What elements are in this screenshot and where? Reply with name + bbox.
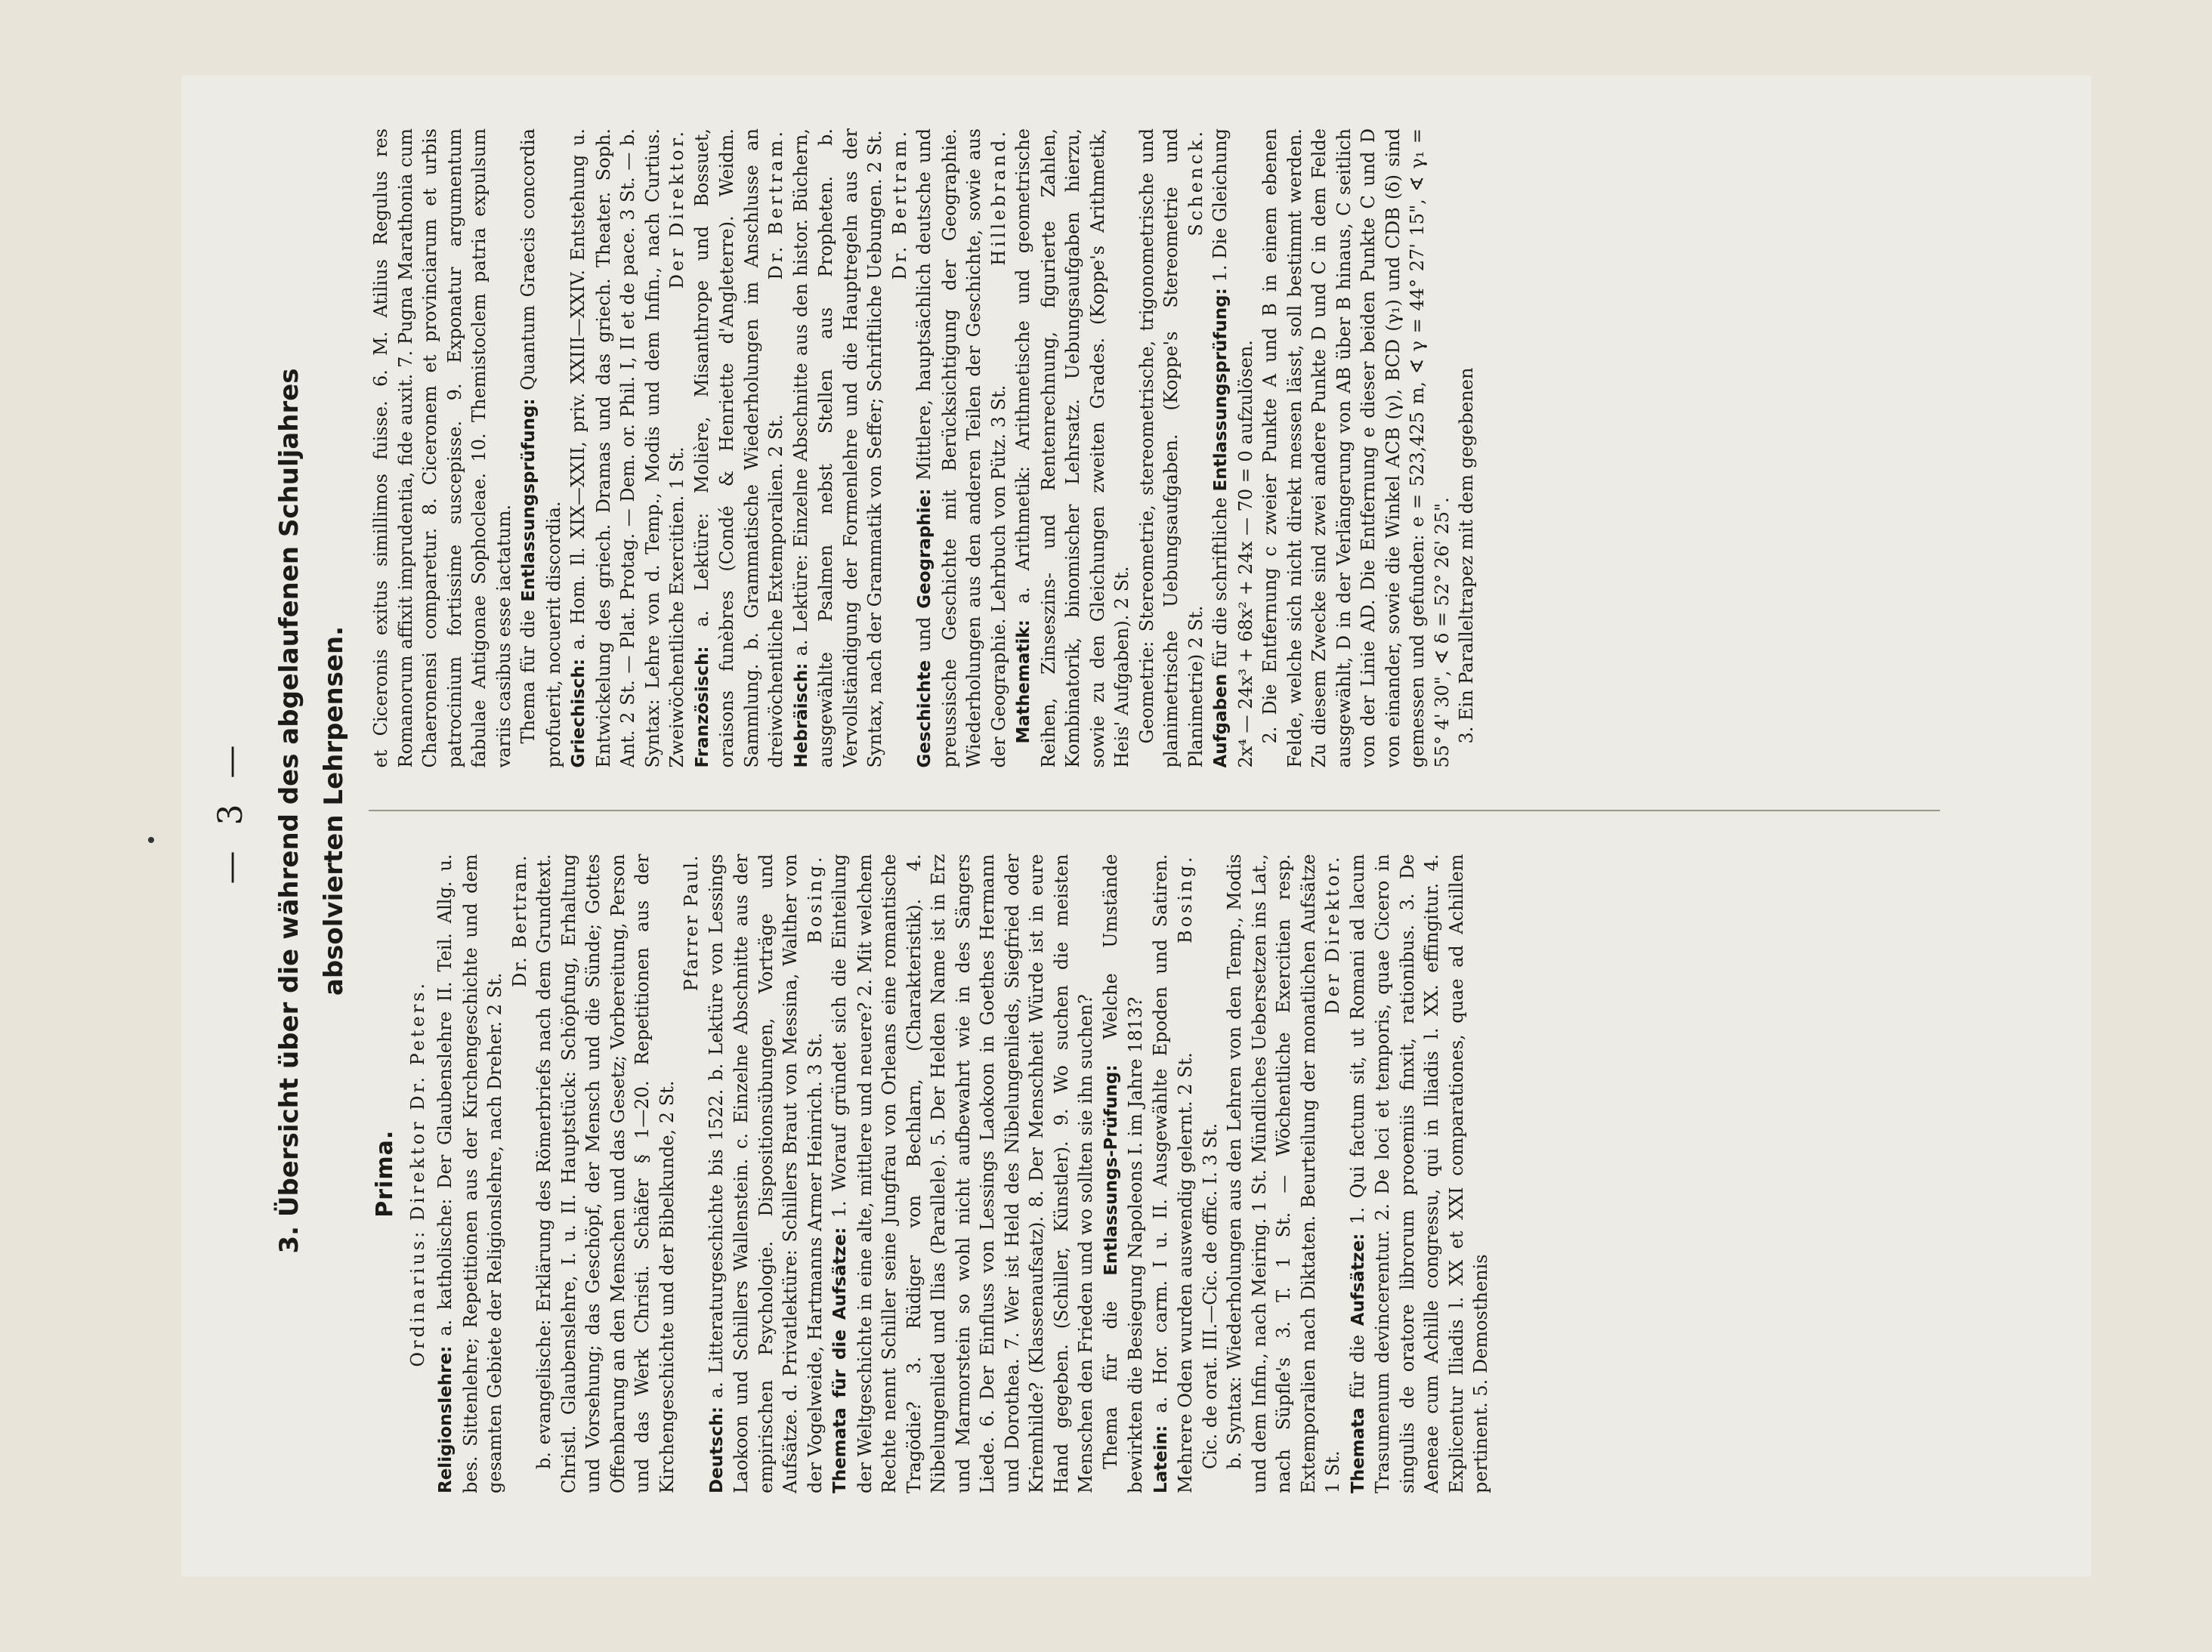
class-title: Prima.	[372, 1129, 398, 1218]
paragraph-text: a. Lektüre: Molière, Misanthrope und Bossuet, oraisons funèbres (Condé & Henriette d'Angleterre). Weidm. Sammlung. b. Grammatische Wiederholungen im Anschlusse an dreiwöchentliche Extemporalien. 2 St.	[690, 128, 786, 768]
teacher-name: Schenck.	[1185, 128, 1206, 236]
subject-keyword: Latein:	[1151, 1425, 1171, 1493]
paragraph-text: 1. Worauf gründet sich die Einteilung der Weltgeschichte in eine alte, mittlere und neuere? 2. Mit welchem Rechte nennt Schiller seine Jungfrau von Orleans eine romantische Tragödie? 3. Rüdiger von Bechlarn, (Charakteristik). 4. Nibelungenlied und Ilias (Parallele). 5. Der Helden Name ist in Erz und Marmorstein so wohl nicht aufbewahrt wie in des Sängers Liede. 6. Der Einfluss von Lessings Laokoon in Goethes Hermann und Dorothea. 7. Wer ist Held des Nibelungenlieds, Siegfried oder Kriemhilde? (Klassenaufsatz). 8. Der Menschheit Würde ist in eure Hand gegeben. (Schiller, Künstler). 9. Wo suchen die meisten Menschen den Frieden und wo sollten sie ihn suchen?	[829, 854, 1096, 1493]
subject-keyword: Themata	[1348, 1407, 1368, 1493]
ordinarius-line	[406, 854, 431, 1494]
paragraph-text: a. Hom. Il. XIX—XXII, priv. XXIII—XXIV. Entstehung u. Entwickelung des griech. Dramas und das griech. Theater. Soph. Ant. 2 St. — Plat. Protag. — Dem. or. Phil. I, II et de pace. 3 St. — b. Syntax: Lehre von d. Temp., Modis und dem Infin., nach Curtius. Zweiwöchentliche Exercitien. 1 St.	[567, 128, 687, 768]
paragraph-text: 2. Die Entfernung c zweier Punkte A und B in einem ebenen Felde, welche sich nicht direkt messen lässt, soll bestimmt werden. Zu diesem Zwecke sind zwei andere Punkte D und C in dem Felde ausgewählt, D in der Verlängerung von AB über B hinaus, C seitlich von der Linie AD. Die Entfernung e dieser beiden Punkte C und D von einander, sowie die Winkel ACB (γ), BCD (γ₁) und CDB (δ) sind gemessen und gefunden: e = 523,425 m, ∢ γ = 44° 27' 15", ∢ γ₁ = 55° 4' 30", ∢ δ = 52° 26' 25".	[1259, 128, 1453, 768]
paragraph	[1258, 128, 1454, 768]
scan-speck	[148, 837, 154, 843]
paragraph-text: Thema für die	[1099, 1275, 1121, 1469]
subject-keyword: Aufsätze:	[1348, 1233, 1368, 1326]
subject-keyword: Französisch:	[692, 646, 712, 768]
subject-keyword: Mathematik:	[1014, 619, 1033, 744]
subject-keyword: Aufgaben	[1211, 673, 1231, 768]
paragraph-text: Mittlere, hauptsächlich deutsche und preussische Geschichte mit Berücksichtigung der Geographie. Wiederholungen aus den anderen Teilen der Geschichte, sowie aus der Geographie. Lehrbuch von Pütz. 3 St.	[913, 128, 1009, 768]
paragraph-text: Quantum Graecis concordia profuerit, nocuerit discordia.	[517, 128, 564, 768]
paragraph	[1222, 854, 1345, 1494]
paragraph-text: b. evangelische: Erklärung des Römerbriefs nach dem Grundtext. Christl. Glaubenslehre, I. u. II. Hauptstück: Schöpfung, Erhaltung und Vorsehung; das Geschöpf, der Mensch und die Sünde; Gottes Offenbarung an den Menschen und das Gesetz; Vorbereitung, Person und das Werk Christi. Schäfer § 1—20. Repetitionen aus der Kirchengeschichte und der Bibelkunde, 2 St.	[533, 854, 678, 1493]
ordinarius-label: Ordinarius:	[406, 1228, 428, 1367]
paragraph	[912, 128, 1011, 768]
paragraph	[566, 128, 690, 768]
paragraph	[1454, 128, 1479, 768]
text-columns	[369, 128, 1940, 1493]
column-divider	[369, 811, 1940, 812]
teacher-name: Hillebrand.	[987, 128, 1009, 266]
paragraph-text: 1. Qui factum sit, ut Romani ad lacum Trasumenum devincerentur. 2. De loci et temporis, quae Cicero in singulis de oratore librorum prooemiis finxit, rationibus. 3. De Aeneae cum Achille congressu, qui in Iliadis l. XX. effingitur. 4. Explicentur Iliadis l. XX et XXI comparationes, quae ad Achillem pertinent. 5. Demosthenis	[1346, 854, 1491, 1493]
teacher-name: Der Direktor.	[1322, 854, 1343, 1014]
subject-keyword: Themata für die Aufsätze:	[830, 1227, 850, 1493]
section-title: 3. Übersicht über die während des abgelaufenen Schuljahres	[274, 368, 304, 1254]
subject-keyword: Entlassungsprüfung:	[519, 398, 539, 602]
paragraph	[1345, 854, 1494, 1494]
paragraph	[789, 128, 913, 768]
subject-keyword: Griechisch:	[569, 659, 589, 768]
paragraph-text: et Ciceronis exitus simillimos fuisse. 6. M. Atilius Regulus res Romanorum affixit imprudentia, fide auxit. 7. Pugna Marathonia cum Chaeronensi comparetur. 8. Ciceronem et provinciarum et urbis patrocinium fortissime suscepisse. 9. Exponatur argumentum fabulae Antigonae Sophocleae. 10. Themistoclem patria expulsum variis casibus esse iactatum.	[370, 128, 514, 768]
paragraph-text: und	[913, 608, 935, 660]
paragraph	[1148, 854, 1198, 1494]
section-subtitle: absolvierten Lehrpensen.	[319, 625, 349, 996]
paragraph-text: a. katholische: Der Glaubenslehre II. Teil. Allg. u. bes. Sittenlehre; Repetitionen aus der Kirchengeschichte und dem gesamten Gebiete der Religionslehre, nach Dreher. 2 St.	[434, 854, 505, 1493]
subject-keyword: Entlassungsprüfung:	[1211, 288, 1231, 492]
teacher-name: Dr. Bertram.	[508, 854, 530, 987]
paragraph-text: Welche Umstände bewirkten die Besiegung Napoleons I. im Jahre 1813?	[1099, 854, 1146, 1493]
page-number: — 3 —	[212, 737, 250, 885]
paragraph-text: für die	[1346, 1326, 1368, 1408]
paragraph	[690, 128, 789, 768]
paragraph-text: a. Litteraturgeschichte bis 1522. b. Lektüre von Lessings Laokoon und Schillers Wallenstein. c. Einzelne Abschnitte aus der empirischen Psychologie. Dispositionsübungen, Vorträge und Aufsätze. d. Privatlektüre: Schillers Braut von Messina, Walther von der Vogelweide, Hartmanns Armer Heinrich. 3 St.	[705, 854, 826, 1493]
paragraph-text: Geometrie: Stereometrie, stereometrische, trigonometrische und planimetrische Uebungsaufgaben. (Koppe's Stereometrie und Planimetrie) 2 St.	[1135, 128, 1206, 768]
teacher-name: Der Direktor.	[666, 128, 687, 289]
subject-keyword: Deutsch:	[706, 1407, 727, 1493]
paragraph	[369, 128, 516, 768]
document-page	[181, 76, 2091, 1576]
paragraph	[1098, 854, 1148, 1494]
paragraph-text: b. Syntax: Wiederholungen aus den Lehren von den Temp., Modis und dem Infin., nach Meiring. 1 St. Mündliches Uebersetzen ins Lat., nach Süpfle's 3. T. 1 St. — Wöchentliche Exercitien resp. Extemporalien nach Diktaten. Beurteilung der monatlichen Aufsätze 1 St.	[1224, 854, 1343, 1493]
paragraph	[516, 128, 566, 768]
paragraph	[1198, 854, 1223, 1494]
paragraph	[1208, 128, 1258, 768]
teacher-name: Bosing.	[1175, 854, 1196, 944]
ordinarius-name: Direktor Dr. Peters.	[406, 980, 428, 1221]
paragraph	[1011, 128, 1135, 768]
paragraph-text: für die schriftliche	[1209, 491, 1231, 674]
subject-keyword: Geographie:	[915, 488, 935, 609]
teacher-name: Pfarrer Paul.	[681, 854, 702, 992]
paragraph	[827, 854, 1098, 1494]
left-column	[369, 854, 1940, 1494]
paragraph	[1135, 128, 1209, 768]
paragraph-text: Thema für die	[517, 601, 539, 744]
right-column	[369, 128, 1940, 768]
paragraph-text: 1. Die Gleichung 2x⁴ — 24x³ + 68x² + 24x — 70 = 0 aufzulösen.	[1209, 128, 1256, 768]
teacher-name: Dr. Bertram.	[765, 128, 786, 280]
paragraph	[433, 854, 508, 1494]
paragraph-text: 3. Ein Paralleltrapez mit dem gegebenen	[1456, 367, 1477, 744]
subject-keyword: Religionslehre:	[436, 1345, 456, 1493]
paragraph-text: a. Lektüre: Einzelne Abschnitte aus den histor. Büchern, ausgewählte Psalmen nebst Stellen aus Propheten. b. Vervollständigung der Formenlehre und die Hauptregeln aus der Syntax, nach der Grammatik von Seffer; Schriftliche Uebungen. 2 St.	[789, 128, 885, 768]
teacher-name: Dr. Bertram.	[888, 128, 910, 280]
paragraph	[532, 854, 679, 1494]
paragraph-text: Cic. de orat. III.—Cic. de offic. I. 3 St.	[1199, 1122, 1221, 1469]
subject-keyword: Hebräisch:	[791, 662, 811, 768]
paragraph-text: a. Arithmetik: Arithmetische und geometrische Reihen, Zinseszins- und Rentenrechnung, figurierte Zahlen, Kombinatorik, binomischer Lehrsatz. Uebungsaufgaben hierzu, sowie zu den Gleichungen zweiten Grades. (Koppe's Arithmetik, Heis' Aufgaben). 2 St.	[1012, 128, 1132, 768]
subject-keyword: Entlassungs-Prüfung:	[1101, 1064, 1121, 1276]
subject-keyword: Geschichte	[915, 659, 935, 768]
paragraph	[704, 854, 828, 1494]
teacher-name: Bosing.	[804, 854, 826, 944]
paragraph-text: a. Hor. carm. I u. II. Ausgewählte Epoden und Satiren. Mehrere Oden wurden auswendig gelernt. 2 St.	[1149, 854, 1196, 1493]
